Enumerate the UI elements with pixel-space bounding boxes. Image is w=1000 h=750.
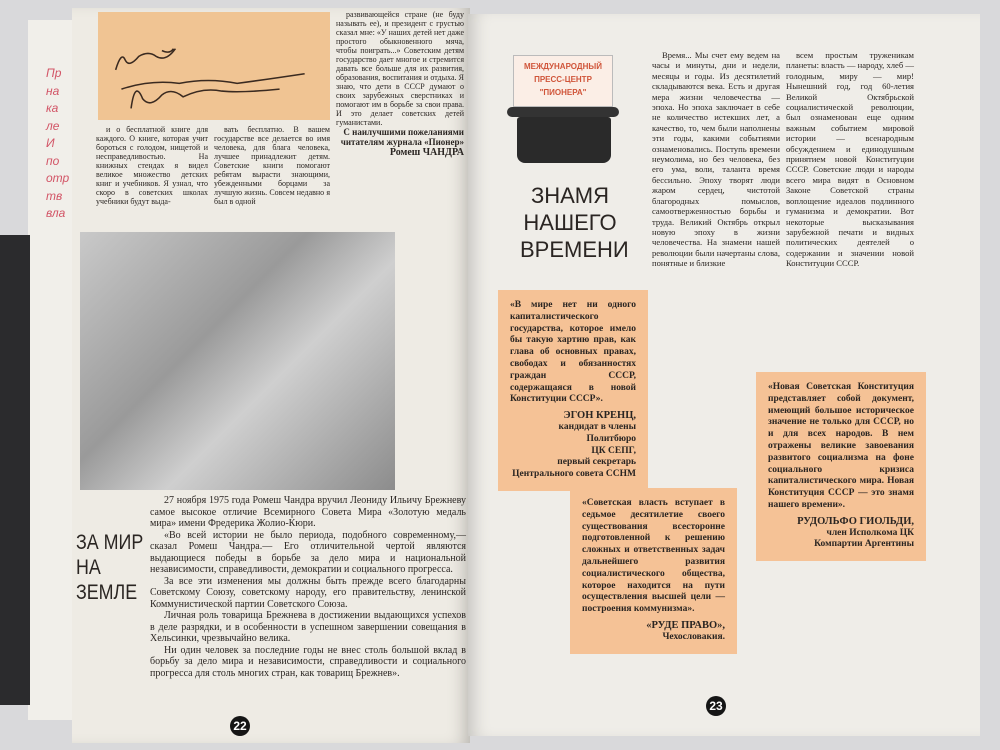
closing-line: С наилучшими пожеланиями читателям журнала «Пионер»	[340, 127, 464, 147]
typewriter-body-icon	[517, 117, 611, 163]
quote-text: «Советская власть вступает в седьмое десятилетие своего существования всесторонне подготовленной к решению сложных и ответственных задач дальнейшего развития социалистического общества, которое находится на пути осуществления высшей цели — построения коммунизма».	[582, 498, 725, 615]
paragraph: За все эти изменения мы должны быть прежде всего благодарны Советскому Союзу, советскому народу, его правительству, ленинской Коммунистической партии Советского Союза.	[150, 575, 466, 610]
article-body	[150, 495, 466, 679]
quote-author: ЭГОН КРЕНЦ,	[563, 410, 636, 422]
photo-brezhnev-chandra	[80, 232, 395, 490]
quote-box-ghioldi	[756, 372, 926, 561]
logo-line: ПРЕСС-ЦЕНТР	[534, 75, 592, 84]
autograph	[98, 12, 330, 120]
typewriter-logo	[505, 55, 623, 165]
paragraph: Ни один человек за последние годы не внес столь большой вклад в борьбу за дело мира и независимости, справедливости и социального прогресса для столь многих стран, как товарищ Брежнев».	[150, 644, 466, 679]
fragment: ле	[46, 118, 60, 133]
quote-box-rude-pravo	[570, 488, 737, 654]
article-title	[76, 530, 143, 605]
fragment: Пр	[46, 66, 62, 80]
fragment: ка	[46, 101, 59, 115]
quote-author: «РУДЕ ПРАВО»,	[646, 619, 725, 631]
quote-role: Центрального совета ССНМ	[512, 469, 636, 480]
quote-text: «Новая Советская Конституция представляет собой документ, имеющий большое историческое значение не только для СССР, но и для всех народов. В нем отражены великие завоевания развитого социализма на фоне социального кризиса капиталистического мира. Новая Конституция СССР — это знамя нашего времени».	[768, 382, 914, 510]
fragment: вла	[46, 206, 66, 220]
title-line: НАШЕГО	[523, 210, 617, 235]
quote-attribution	[510, 410, 636, 481]
paragraph: «Во всей истории не было периода, подобного современному,— сказал Ромеш Чандра.— Его отличительной чертой являются выдающиеся победы в борьбе за дело мира и национальной независимости, справедливости, демократии и социального прогресса.	[150, 529, 466, 575]
fragment: на	[46, 83, 60, 98]
quote-role: Компартии Аргентины	[814, 539, 914, 550]
page-number: 23	[706, 696, 726, 716]
quote-role: Чехословакия.	[662, 631, 725, 642]
text-column: развивающейся стране (не буду называть ее), и президент с грустью сказал мне: «У наших детей нет даже простого обыкновенного мяча, чтобы поиграть...» Советским детям государство дает многое и стремится давать все больше для их развития, образования, воспитания и отдыха. Я знаю, что дети в СССР думают о своих зарубежных сверстниках и помогают им в борьбе за свои права. И это делает советских детей гуманистами. С наилучшими пожеланиями читателям журнала «Пионер» Ромеш ЧАНДРА	[336, 10, 464, 158]
fragment: тв	[46, 188, 63, 203]
typewriter-carriage-icon	[507, 107, 619, 117]
title-line: ЗЕМЛЕ	[76, 581, 138, 604]
quote-role: первый секретарь	[557, 457, 636, 468]
fragment: отр	[46, 171, 70, 185]
quote-attribution	[768, 516, 914, 551]
text-column: и о бесплатной книге для каждого. О книге, которая учит бороться с голодом, нищетой и несправедливостью. На книжных стендах я видел великое множество детских книг и учебников. Я узнал, что скоро в советских школах учебники будут выда-	[96, 125, 208, 206]
author-signature: Ромеш ЧАНДРА	[389, 147, 464, 158]
fragment: по	[46, 153, 60, 168]
handwritten-signature	[98, 12, 330, 120]
quote-attribution	[582, 620, 725, 644]
text-column: вать бесплатно. В вашем государстве все делается во имя человека, для блага человека, лучшее принадлежит детям. Советские книги помогают ребятам вырасти знающими, убежденными борцами за лучшую жизнь. Совсем недавно я был в одной	[214, 125, 330, 206]
paragraph: Личная роль товарища Брежнева в достижении выдающихся успехов в деле разрядки, и в особенности в успешном завершении совещания в Хельсинки, чрезвычайно велика.	[150, 610, 466, 644]
quote-role: кандидат в члены Политбюро	[558, 421, 636, 444]
dark-background	[0, 235, 30, 705]
logo-line: "ПИОНЕРА"	[539, 88, 587, 97]
text-column: Время... Мы счет ему ведем на часы и минуты, дни и недели, месяцы и годы. Из десятилетий складываются века. Есть и другая мера жизни человечества — эпоха. Но эпоха заключает в себе не количество истекших лет, а качество, то, чем были наполнены эти годы, какими событиями ознаменовались. Поступь времени неумолима, но без человека, без его ума, воли, таланта время бессильно. Эпоху творят люди жаром сердец, чистотой благородных помыслов, самоотверженностью борьбы и труда. Великий Октябрь открыл новую эпоху в жизни человечества. На знамени нашей революции были начертаны слова, понятные и близкие	[652, 50, 780, 269]
underlying-page-text	[46, 65, 70, 223]
page-number: 22	[230, 716, 250, 736]
title-line: НА	[76, 556, 101, 579]
logo-line: МЕЖДУНАРОДНЫЙ	[524, 62, 602, 71]
logo-paper	[513, 55, 613, 107]
quote-box-krenz	[498, 290, 648, 491]
paragraph: 27 ноября 1975 года Ромеш Чандра вручил Леониду Ильичу Брежневу самое высокое отличие Всемирного Совета Мира «Золотую медаль мира» имени Фредерика Жолио-Кюри.	[150, 495, 466, 529]
quote-role: член Исполкома ЦК	[826, 527, 914, 538]
quote-author: РУДОЛЬФО ГИОЛЬДИ,	[797, 515, 914, 527]
quote-role: ЦК СЕПГ,	[591, 445, 636, 456]
section-title	[520, 182, 629, 263]
title-line: ВРЕМЕНИ	[520, 237, 629, 262]
title-line: ЗНАМЯ	[530, 183, 610, 208]
quote-text: «В мире нет ни одного капиталистического государства, которое имело бы такую хартию прав, как глава об основных правах, свободах и обязанностях граждан СССР, содержащаяся в новой Конституции СССР».	[510, 300, 636, 405]
text-column: всем простым труженикам планеты: власть — народу, хлеб — голодным, миру — мир! Нынешний год, год 60-летия Великой Октябрьской социалистической революции, был ознаменован еще одним важным событием мировой истории — всенародным обсуждением и единодушным принятием новой Конституции СССР. Советские люди и народы всего мира видят в Основном Законе Советской страны воплощение идеалов подлинного гуманизма и демократии. Вот некоторые высказывания зарубежной печати и видных политических деятелей о содержании и значении новой Конституции СССР.	[786, 50, 914, 269]
fragment: И	[46, 136, 55, 150]
title-line: ЗА МИР	[76, 531, 144, 554]
